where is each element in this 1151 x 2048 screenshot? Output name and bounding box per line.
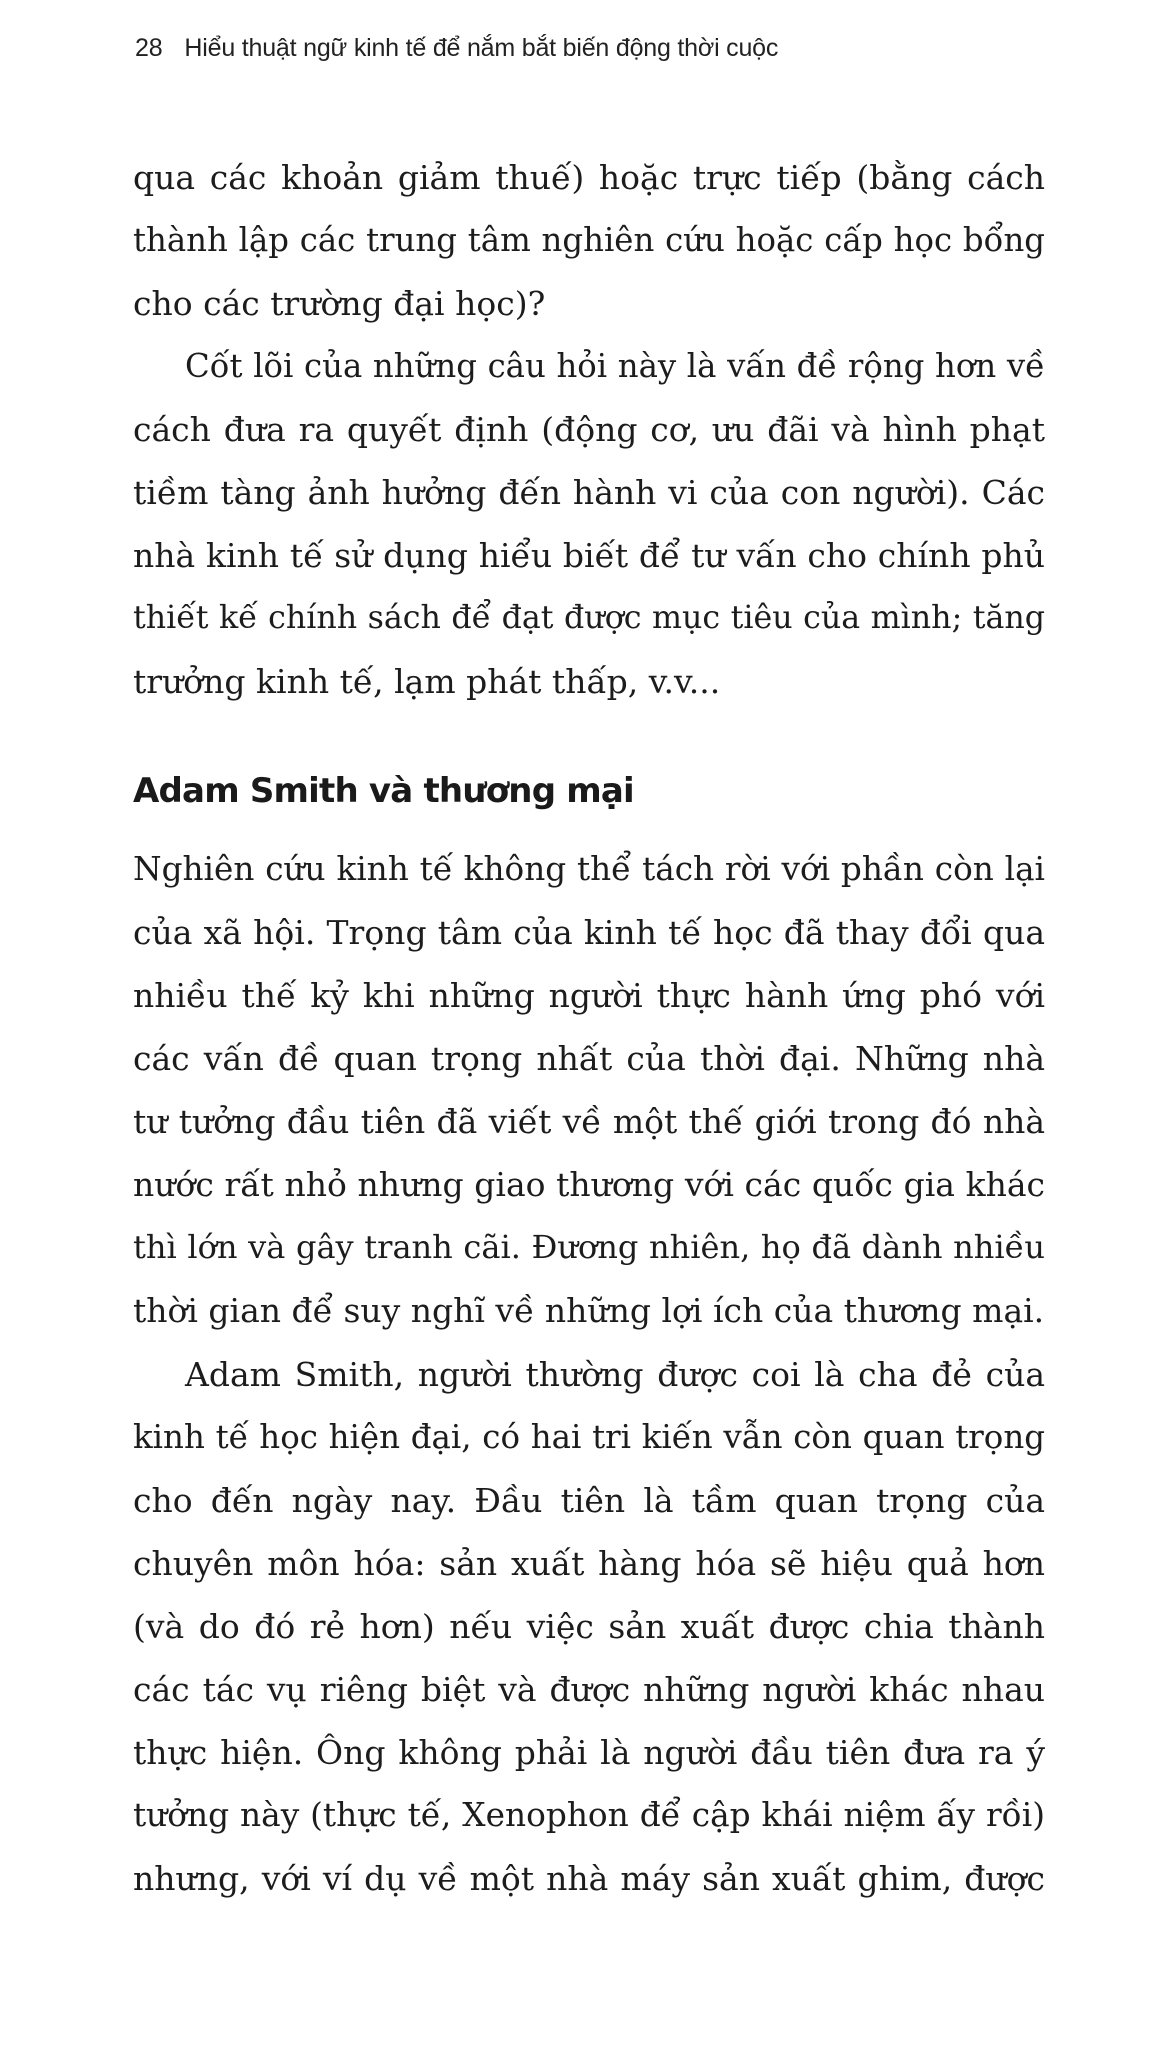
text-line: thì lớn và gây tranh cãi. Đương nhiên, họ đã dành nhiều <box>133 1228 1045 1266</box>
running-header <box>135 34 778 63</box>
paragraph-continued <box>133 146 1045 335</box>
section-heading: Adam Smith và thương mại <box>133 771 634 811</box>
text-line: các vấn đề quan trọng nhất của thời đại. Những nhà <box>133 1039 1045 1078</box>
text-line: cho các trường đại học)? <box>133 284 546 323</box>
text-line: nhiều thế kỷ khi những người thực hành ứng phó với <box>133 976 1045 1015</box>
text-line: Adam Smith, người thường được coi là cha đẻ của <box>185 1355 1045 1394</box>
text-line: nước rất nhỏ nhưng giao thương với các quốc gia khác <box>133 1165 1045 1204</box>
text-line: nhưng, với ví dụ về một nhà máy sản xuất ghim, được <box>133 1859 1045 1898</box>
text-line: tưởng này (thực tế, Xenophon để cập khái niệm ấy rồi) <box>133 1796 1045 1834</box>
book-title: Hiểu thuật ngữ kinh tế để nắm bắt biến động thời cuộc <box>184 34 779 62</box>
text-line: kinh tế học hiện đại, có hai tri kiến vẫn còn quan trọng <box>133 1418 1045 1456</box>
paragraph-decision-making <box>133 335 1045 713</box>
text-line: các tác vụ riêng biệt và được những người khác nhau <box>133 1670 1045 1709</box>
page-number: 28 <box>135 34 163 62</box>
text-line: trưởng kinh tế, lạm phát thấp, v.v... <box>133 662 721 701</box>
text-line: qua các khoản giảm thuế) hoặc trực tiếp (bằng cách <box>133 158 1045 197</box>
text-line: Nghiên cứu kinh tế không thể tách rời với phần còn lại <box>133 850 1045 888</box>
text-line: Cốt lõi của những câu hỏi này là vấn đề rộng hơn về <box>185 347 1045 385</box>
text-line: thời gian để suy nghĩ về những lợi ích của thương mại. <box>133 1291 1045 1330</box>
text-line: của xã hội. Trọng tâm của kinh tế học đã thay đổi qua <box>133 913 1045 952</box>
paragraph-economics-society <box>133 838 1045 1342</box>
text-line: tiềm tàng ảnh hưởng đến hành vi của con người). Các <box>133 473 1045 512</box>
text-line: cho đến ngày nay. Đầu tiên là tầm quan trọng của <box>133 1481 1045 1520</box>
text-line: nhà kinh tế sử dụng hiểu biết để tư vấn cho chính phủ <box>133 536 1045 575</box>
text-line: tư tưởng đầu tiên đã viết về một thế giới trong đó nhà <box>133 1102 1045 1141</box>
text-line: thực hiện. Ông không phải là người đầu tiên đưa ra ý <box>133 1733 1045 1772</box>
text-line: thiết kế chính sách để đạt được mục tiêu của mình; tăng <box>133 600 1045 636</box>
text-line: chuyên môn hóa: sản xuất hàng hóa sẽ hiệu quả hơn <box>133 1544 1045 1583</box>
text-line: thành lập các trung tâm nghiên cứu hoặc cấp học bổng <box>133 221 1045 259</box>
text-line: cách đưa ra quyết định (động cơ, ưu đãi và hình phạt <box>133 410 1045 449</box>
text-line: (và do đó rẻ hơn) nếu việc sản xuất được chia thành <box>133 1607 1045 1646</box>
paragraph-adam-smith <box>133 1343 1045 1910</box>
